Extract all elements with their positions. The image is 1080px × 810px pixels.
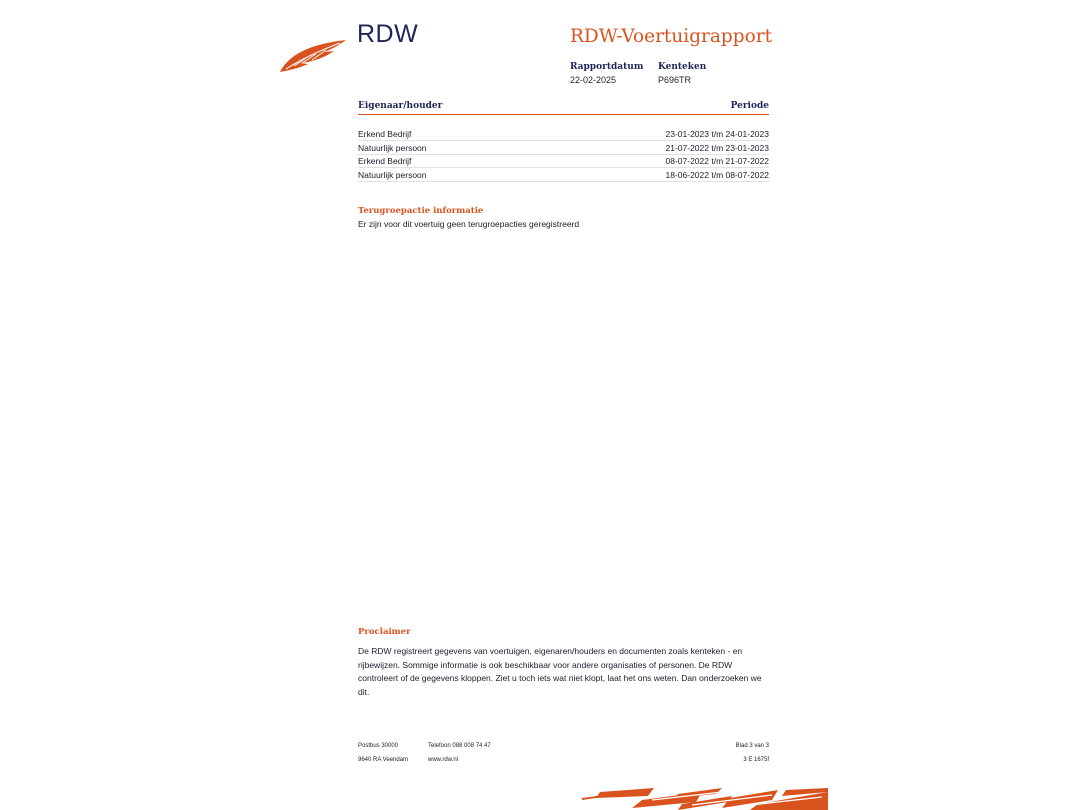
column-header-owner: Eigenaar/houder [358, 101, 443, 111]
table-row [358, 154, 769, 168]
report-date-value: 22-02-2025 [570, 75, 617, 85]
period-cell: 08-07-2022 t/m 21-07-2022 [665, 156, 769, 166]
table-header-divider [358, 114, 769, 115]
footer-postbus: Postbus 30000 [358, 743, 399, 749]
report-title: RDW-Voertuigrapport [570, 26, 773, 47]
footer-document-code: 3 E 1675f [743, 757, 769, 763]
footer-stripes-graphic [582, 788, 828, 810]
rdw-feather-logo-icon [278, 36, 348, 74]
owner-cell: Erkend Bedrijf [358, 156, 412, 166]
owner-cell: Natuurlijk persoon [358, 170, 427, 180]
table-row [358, 141, 769, 155]
period-cell: 18-06-2022 t/m 08-07-2022 [665, 170, 769, 180]
period-cell: 21-07-2022 t/m 23-01-2023 [665, 143, 769, 153]
plate-label: Kenteken [658, 62, 707, 72]
recall-heading: Terugroepactie informatie [358, 206, 484, 216]
recall-text: Er zijn voor dit voertuig geen terugroepacties geregistreerd [358, 219, 580, 229]
footer-website[interactable]: www.rdw.nl [428, 757, 459, 763]
footer-page-number: Blad 3 van 3 [735, 743, 769, 749]
disclaimer-heading: Proclaimer [358, 627, 411, 637]
column-header-period: Periode [730, 101, 769, 111]
plate-value: P696TR [658, 75, 692, 85]
owner-cell: Natuurlijk persoon [358, 143, 427, 153]
table-row [358, 127, 769, 141]
footer-address: 9640 RA Veendam [358, 757, 409, 763]
table-row [358, 168, 769, 182]
report-date-label: Rapportdatum [570, 62, 644, 72]
period-cell: 23-01-2023 t/m 24-01-2023 [665, 129, 769, 139]
disclaimer-text: De RDW registreert gegevens van voertuigen, eigenaren/houders en documenten zoals kenteken - en rijbewijzen. Sommige informatie is ook beschikbaar voor andere organisaties of personen. De RDW controleert of de gegevens kloppen. Ziet u toch iets wat niet klopt, laat het ons weten. Dan onderzoeken we dit. [358, 646, 762, 697]
owner-cell: Erkend Bedrijf [358, 129, 412, 139]
footer-phone: Telefoon 088 008 74 47 [428, 743, 491, 749]
rdw-logo-text: RDW [357, 20, 419, 48]
